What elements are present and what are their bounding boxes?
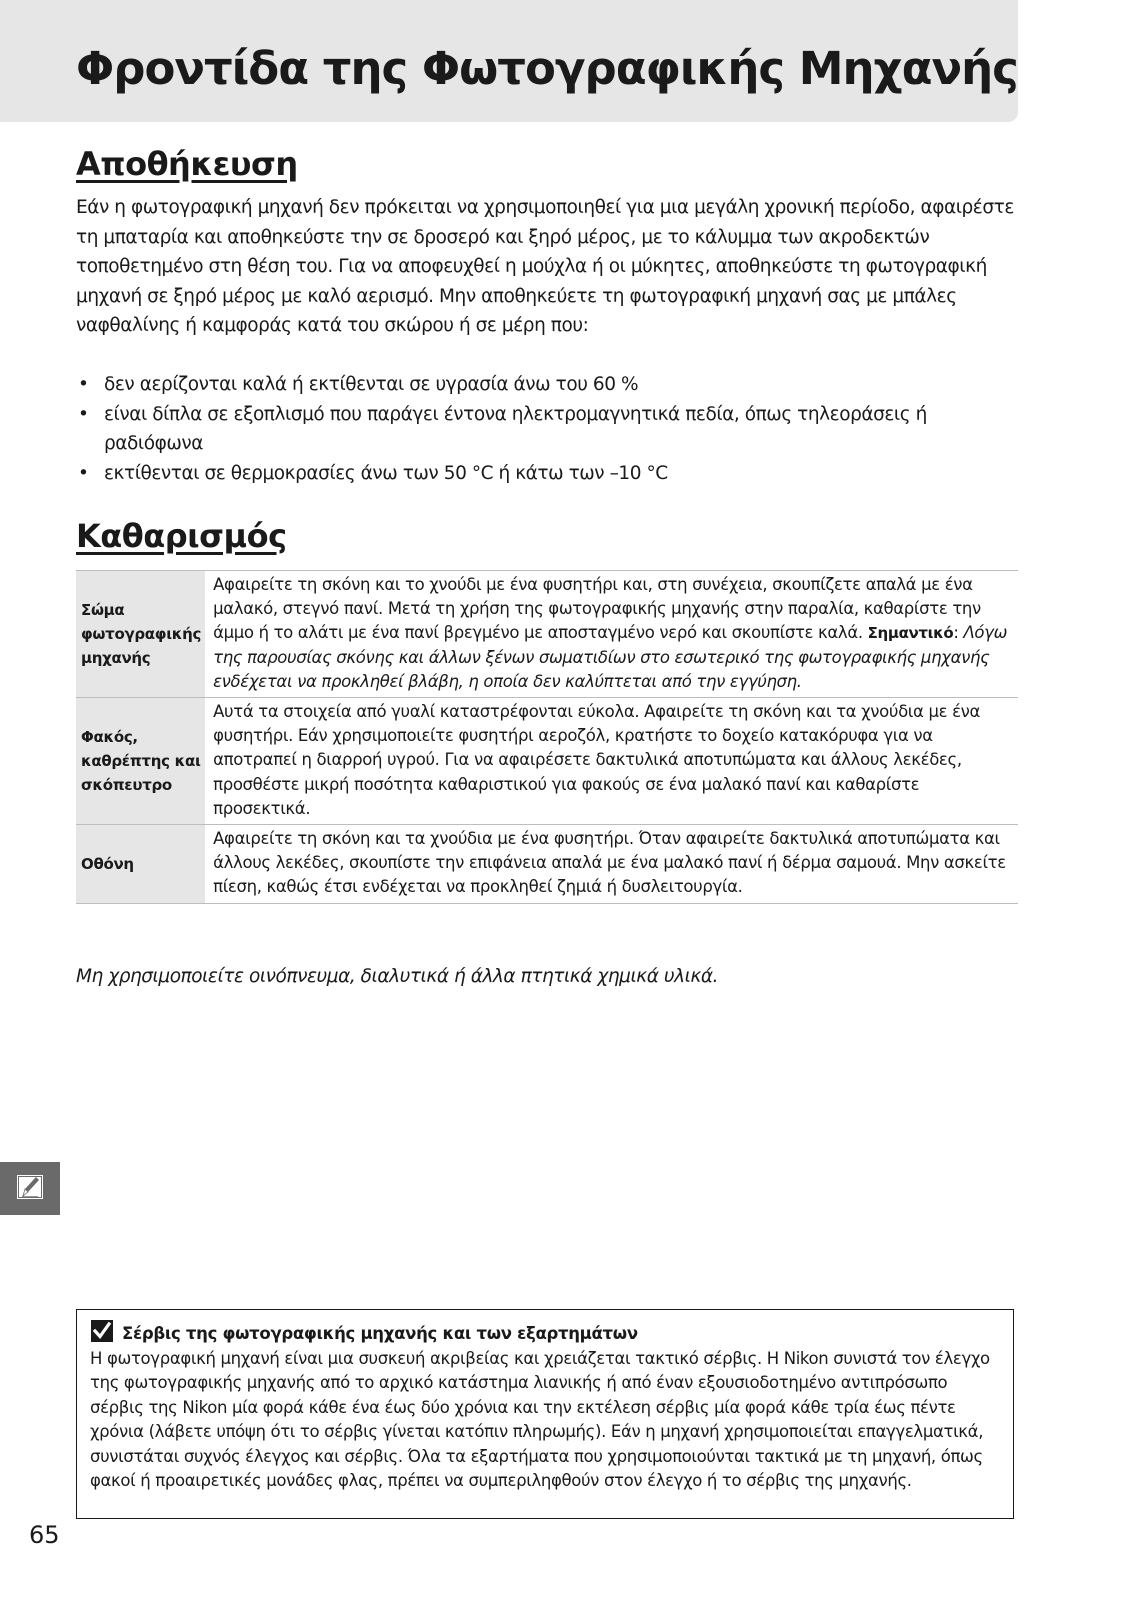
important-label: Σημαντικό (867, 624, 954, 643)
row-text-lens: Αυτά τα στοιχεία από γυαλί καταστρέφονται εύκολα. Αφαιρείτε τη σκόνη και τα χνούδια με ένα φυσητήρι. Εάν χρησιμοποιείτε φυσητήρι αεροζόλ, κρατήστε το δοχείο κατακόρυφα για να αποτραπεί η διαρροή υγρού. Για να αφαιρέσετε δακτυλικά αποτυπώματα και άλλους λεκέδες, προσθέστε μικρή ποσότητα καθαριστικού για φακούς σε ένα μαλακό πανί και καθαρίστε προσεκτικά. (213, 702, 981, 818)
service-note-header (90, 1320, 999, 1346)
page-number: 65 (29, 1521, 60, 1549)
list-item (76, 370, 1018, 400)
storage-bullet-list (76, 370, 1018, 488)
bullet-text: εκτίθενται σε θερμοκρασίες άνω των 50 °C ή κάτω των –10 °C (104, 462, 668, 484)
list-item (76, 459, 1018, 489)
row-text-monitor: Αφαιρείτε τη σκόνη και τα χνούδια με ένα φυσητήρι. Όταν αφαιρείτε δακτυλικά αποτυπώματα και άλλους λεκέδες, σκουπίστε την επιφάνεια απαλά με ένα μαλακό πανί ή δέρμα σαμουά. Μην ασκείτε πίεση, καθώς έτσι ενδέχεται να προκληθεί ζημιά ή δυσλειτουργία. (213, 829, 1006, 897)
bullet-icon: • (78, 403, 89, 425)
table-row (76, 571, 1018, 698)
checkmark-icon (90, 1319, 114, 1347)
cleaning-table (76, 570, 1018, 904)
bullet-icon: • (78, 462, 89, 484)
row-label-lens: Φακός, καθρέπτης και σκόπευτρο (76, 698, 205, 825)
page-title: Φροντίδα της Φωτογραφικής Μηχανής (76, 42, 1018, 95)
note-separator: : (953, 623, 959, 643)
row-text-camera-body (205, 571, 1018, 698)
service-note-box (76, 1309, 1014, 1519)
service-note-text: Η φωτογραφική μηχανή είναι μια συσκευή ακριβείας και χρειάζεται τακτικό σέρβις. Η Nikon συνιστά τον έλεγχο της φωτογραφικής μηχανής από το αρχικό κατάστημα λιανικής ή από έναν εξουσιοδοτημένο αντιπρόσωπο σέρβις της Nikon μία φορά κάθε ένα έως δύο χρόνια και την εκτέλεση σέρβις μία φορά κάθε τρία έως πέντε χρόνια (λάβετε υπόψη ότι το σέρβις γίνεται κατόπιν πληρωμής). Εάν η μηχανή χρησιμοποιείται επαγγελματικά, συνιστάται συχνός έλεγχος και σέρβις. Όλα τα εξαρτήματα που χρησιμοποιούνται τακτικά με τη μηχανή, όπως φακοί ή προαιρετικές μονάδες φλας, πρέπει να συμπεριληφθούν στον έλεγχο ή το σέρβις της μηχανής. (90, 1349, 990, 1491)
storage-paragraph: Εάν η φωτογραφική μηχανή δεν πρόκειται να χρησιμοποιηθεί για μια μεγάλη χρονική περίοδο, αφαιρέστε τη μπαταρία και αποθηκεύστε την σε δροσερό και ξηρό μέρος, με το κάλυμμα των ακροδεκτών τοποθετημένο στη θέση του. Για να αποφευχθεί η μούχλα ή οι μύκητες, αποθηκεύστε τη φωτογραφική μηχανή σε ξηρό μέρος με καλό αερισμό. Μην αποθηκεύετε τη φωτογραφική μηχανή σας με μπάλες ναφθαλίνης ή καμφοράς κατά του σκώρου ή σε μέρη που: (76, 197, 1014, 336)
bullet-text: είναι δίπλα σε εξοπλισμό που παράγει έντονα ηλεκτρομαγνητικά πεδία, όπως τηλεοράσεις ή ραδιόφωνα (104, 403, 927, 454)
bullet-icon: • (78, 374, 89, 395)
cleaning-warning: Μη χρησιμοποιείτε οινόπνευμα, διαλυτικά ή άλλα πτητικά χημικά υλικά. (76, 966, 719, 987)
row-label-camera-body: Σώμα φωτογραφικής μηχανής (76, 571, 205, 698)
important-note: Λόγω της παρουσίας σκόνης και άλλων ξένων σωματιδίων στο εσωτερικό της φωτογραφικής μηχανής ενδέχεται να προκληθεί βλάβη, η οποία δεν καλύπτεται από την εγγύηση. (213, 623, 1008, 691)
pencil-note-icon (15, 1172, 45, 1206)
service-note-title: Σέρβις της φωτογραφικής μηχανής και των εξαρτημάτων (122, 1323, 638, 1343)
list-item (76, 400, 1018, 459)
bullet-text: δεν αερίζονται καλά ή εκτίθενται σε υγρασία άνω του 60 % (104, 374, 639, 395)
table-row (76, 825, 1018, 904)
section-tab (0, 1162, 60, 1215)
table-row (76, 698, 1018, 825)
cell-text: Αφαιρείτε τη σκόνη και το χνούδι με ένα φυσητήρι και, στη συνέχεια, σκουπίζετε απαλά με ένα μαλακό, στεγνό πανί. Μετά τη χρήση της φωτογραφικής μηχανής στην παραλία, καθαρίστε την άμμο ή το αλάτι με ένα πανί βρεγμένο με αποσταγμένο νερό και σκουπίστε καλά. (213, 575, 981, 643)
storage-heading: Αποθήκευση (76, 145, 298, 183)
row-label-monitor: Οθόνη (76, 825, 205, 904)
cleaning-heading: Καθαρισμός (76, 517, 287, 555)
